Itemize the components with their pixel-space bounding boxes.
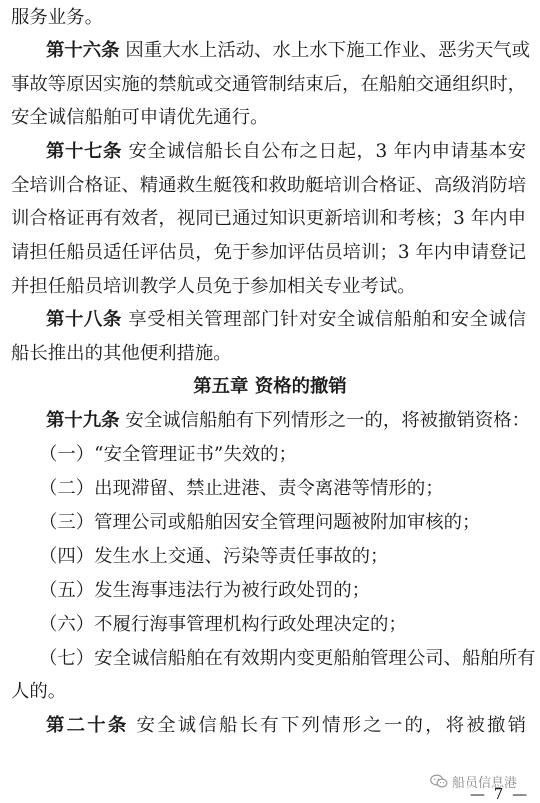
article-17-line: 第十七条 安全诚信船长自公布之日起，3 年内申请基本安 [46,141,526,162]
article-number: 第十七条 [46,141,122,162]
article-16-line: 第十六条 因重大水上活动、水上水下施工作业、恶劣天气或 [46,40,531,61]
text-line: 安全诚信船舶可申请优先通行。 [11,107,269,128]
list-item: （四）发生水上交通、污染等责任事故的； [39,546,389,567]
text-line: 人的。 [11,681,67,702]
wechat-icon [430,774,448,789]
text-line: 船长推出的其他便利措施。 [11,343,232,364]
article-18-line: 第十八条 享受相关管理部门针对安全诚信船舶和安全诚信 [46,309,526,330]
list-item: （五）发生海事违法行为被行政处罚的； [39,580,371,601]
article-number: 第二十条 [46,715,129,736]
text-line: 服务业务。 [11,7,103,28]
article-19-line: 第十九条 安全诚信船舶有下列情形之一的，将被撤销资格： [46,410,531,431]
watermark-text: 船员信息港 [452,776,518,791]
article-20-line: 第二十条 安全诚信船长有下列情形之一的，将被撤销 [46,715,526,736]
text-line: 并担任船员培训教学人员免于参加相关专业考试。 [11,276,416,297]
list-item: （三）管理公司或船舶因安全管理问题被附加审核的； [39,512,481,533]
text-line: 事故等原因实施的禁航或交通管制结束后，在船舶交通组织时， [11,74,526,95]
list-item: （一）“安全管理证书”失效的； [39,444,297,465]
text-line: 全培训合格证、精通救生艇筏和救助艇培训合格证、高级消防培 [11,175,526,196]
article-number: 第十六条 [46,40,120,61]
article-number: 第十九条 [46,410,120,431]
list-item: （二）出现滞留、禁止进港、责令离港等情形的； [39,478,444,499]
text-line: 训合格证再有效者，视同已通过知识更新培训和考核；3 年内申 [11,208,526,229]
page-number: — 7 — [470,785,530,803]
chapter-heading: 第五章 资格的撤销 [193,376,347,397]
text-line: 请担任船员适任评估员，免于参加评估员培训；3 年内申请登记 [11,242,526,263]
list-item: （六）不履行海事管理机构行政处理决定的； [39,614,407,635]
list-item: （七）安全诚信船舶在有效期内变更船舶管理公司、船舶所有 [39,648,536,669]
article-number: 第十八条 [46,309,122,330]
